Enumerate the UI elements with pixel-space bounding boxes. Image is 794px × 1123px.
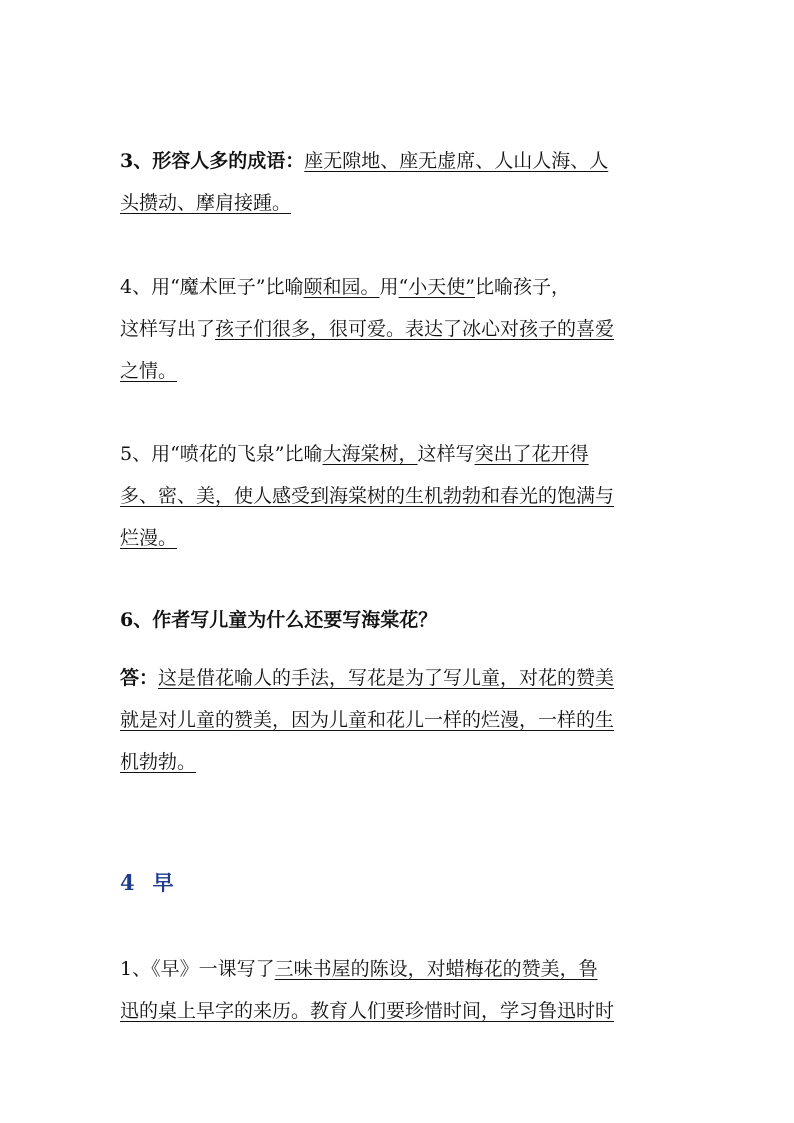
section-title: 早 bbox=[152, 870, 174, 895]
item4-line3 bbox=[120, 358, 177, 384]
item4-text-line2a: 这样写出了 bbox=[120, 318, 216, 340]
item4-answer-angel: “小天使” bbox=[398, 276, 475, 298]
item6-answer-line2 bbox=[120, 707, 614, 733]
item5-answer-line2: 多、密、美，使人感受到海棠树的生机勃勃和春光的饱满与 bbox=[120, 485, 615, 507]
item4-line2 bbox=[120, 316, 614, 342]
item6-answer-line3 bbox=[120, 749, 196, 775]
item4-line1 bbox=[120, 274, 570, 300]
item3-line1 bbox=[120, 148, 608, 174]
item6-answer-line1 bbox=[120, 665, 614, 691]
item4-text-a: 4、用“魔术匣子”比喻 bbox=[120, 276, 304, 298]
s1-line2 bbox=[120, 998, 614, 1024]
item4-answer-line3: 之情。 bbox=[120, 360, 178, 382]
item3-answer-part2: 头攒动、摩肩接踵。 bbox=[120, 192, 292, 214]
item5-line1 bbox=[120, 441, 589, 467]
s1-answer-line1: 三味书屋的陈设，对蜡梅花的赞美，鲁 bbox=[274, 958, 598, 980]
s1-text-a: 1、《早》一课写了 bbox=[120, 958, 275, 980]
item5-line3 bbox=[120, 525, 177, 551]
item6-question: 6、作者写儿童为什么还要写海棠花？ bbox=[120, 609, 438, 631]
item5-answer-line1: 突出了花开得 bbox=[474, 443, 589, 465]
item6-answer-text3: 机勃勃。 bbox=[120, 751, 197, 773]
item3-answer-part1: 座无隙地、座无虚席、人山人海、人 bbox=[304, 150, 609, 172]
item6-answer-text1: 这是借花喻人的手法，写花是为了写儿童，对花的赞美 bbox=[158, 667, 615, 689]
item6-answer-label: 答： bbox=[120, 667, 159, 689]
item4-text-e: 比喻孩子， bbox=[474, 276, 570, 298]
item4-text-c: 用 bbox=[379, 276, 399, 298]
item3-line2 bbox=[120, 190, 291, 216]
item5-answer-tree: 大海棠树， bbox=[322, 443, 418, 465]
s1-answer-line2: 迅的桌上早字的来历。教育人们要珍惜时间，学习鲁迅时时 bbox=[120, 1000, 615, 1022]
item3-label: 3、形容人多的成语： bbox=[120, 150, 305, 172]
section-heading bbox=[120, 870, 174, 896]
item4-answer-line2: 孩子们很多，很可爱。表达了冰心对孩子的喜爱 bbox=[215, 318, 615, 340]
section-number: 4 bbox=[120, 870, 135, 895]
item5-line2 bbox=[120, 483, 614, 509]
item4-answer-yiheyuan: 颐和园。 bbox=[303, 276, 380, 298]
s1-line1 bbox=[120, 956, 598, 982]
item5-answer-line3: 烂漫。 bbox=[120, 527, 178, 549]
item6-answer-text2: 就是对儿童的赞美，因为儿童和花儿一样的烂漫，一样的生 bbox=[120, 709, 615, 731]
item5-text-c: 这样写 bbox=[417, 443, 475, 465]
item5-text-a: 5、用“喷花的飞泉”比喻 bbox=[120, 443, 323, 465]
